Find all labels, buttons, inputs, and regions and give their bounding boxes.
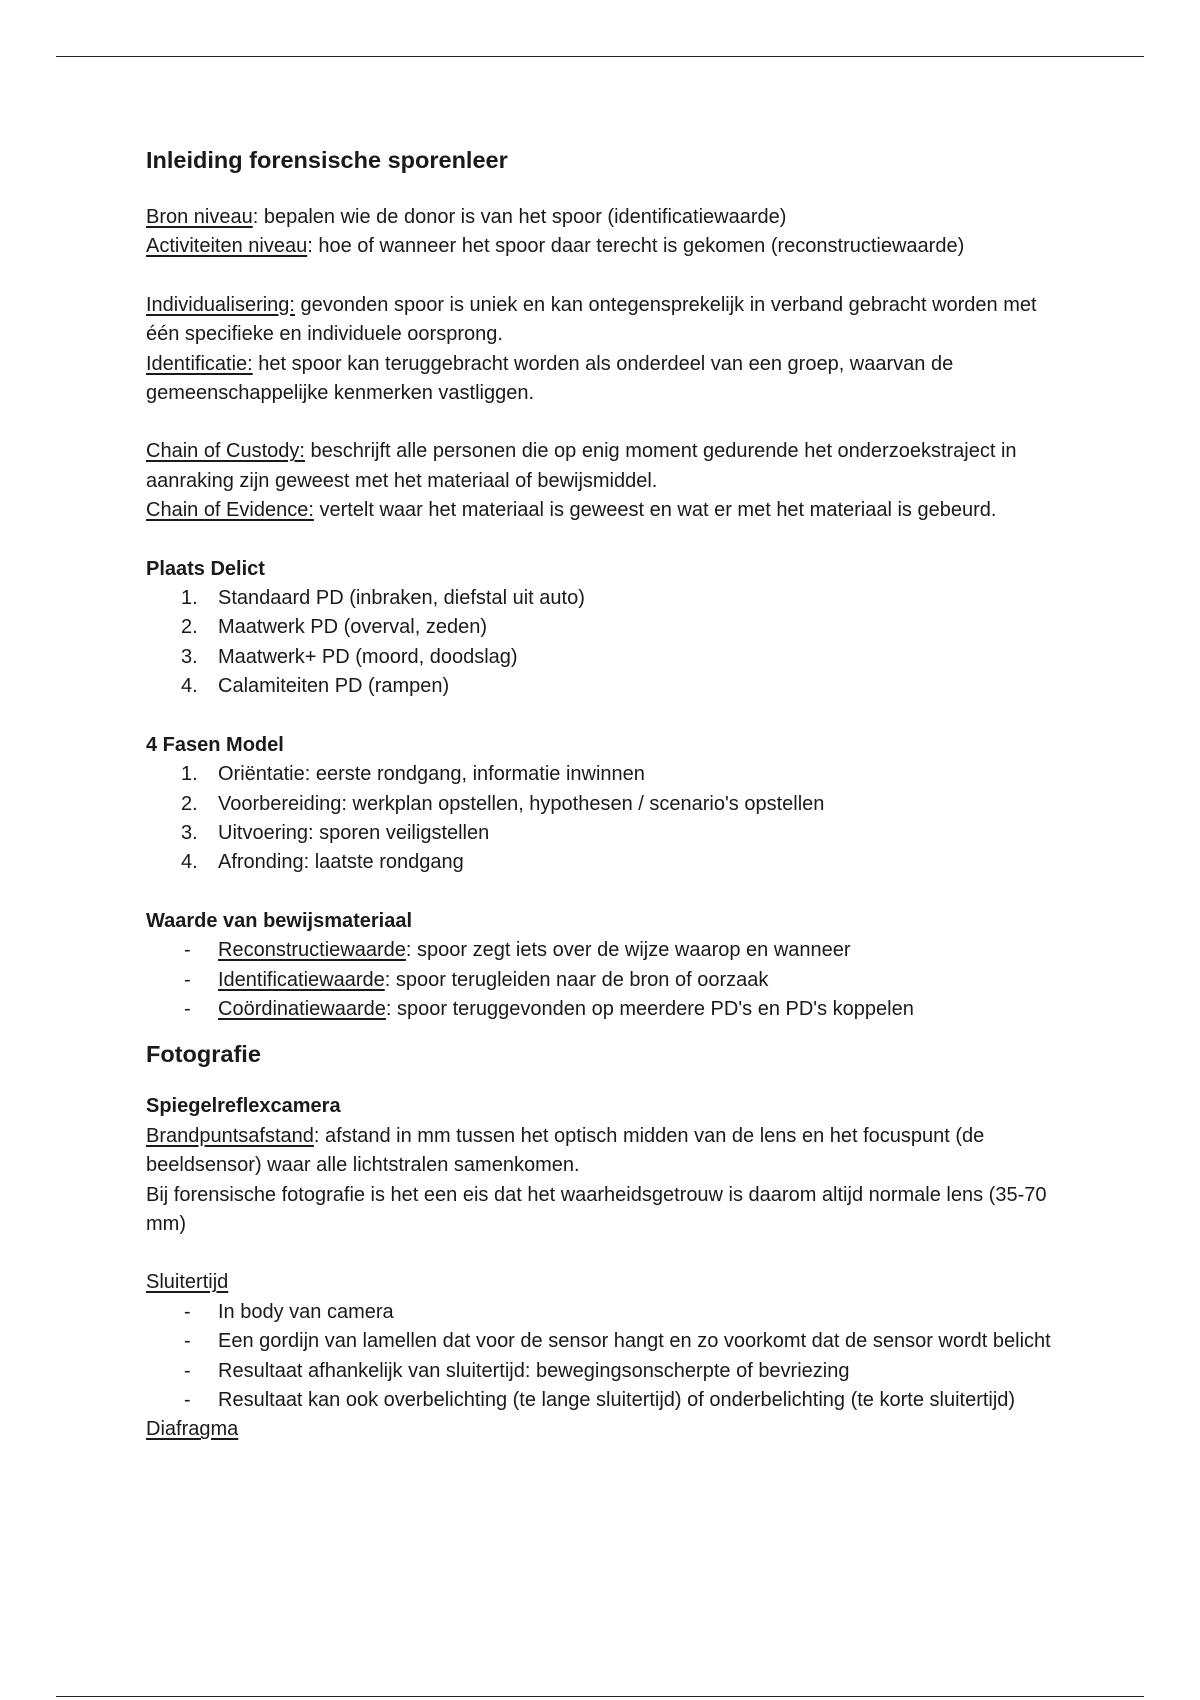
fasen-heading: 4 Fasen Model	[146, 733, 284, 756]
list-item	[146, 760, 1066, 789]
list-item	[146, 995, 1066, 1024]
brandpunt-text: : afstand in mm tussen het optisch midden van de lens en het focuspunt (de beeldsensor) waar alle lichtstralen samenkomen.	[146, 1124, 985, 1177]
list-dash: -	[184, 939, 191, 962]
list-dash: -	[184, 1359, 191, 1382]
list-item	[146, 584, 1066, 613]
concept-text: het spoor kan teruggebracht worden als onderdeel van een groep, waarvan de gemeenschappelijke kenmerken vastliggen.	[146, 352, 954, 405]
list-number: 4.	[181, 675, 198, 698]
chain-term: Chain of Custody:	[146, 440, 305, 463]
list-item-text: Oriëntatie: eerste rondgang, informatie inwinnen	[218, 763, 645, 786]
waarde-list	[146, 936, 1066, 1024]
concepts-block	[146, 291, 1066, 409]
list-item	[146, 1327, 1066, 1356]
spiegelreflex-heading: Spiegelreflexcamera	[146, 1095, 341, 1118]
list-item	[146, 966, 1066, 995]
list-dash: -	[184, 997, 191, 1020]
plaats-delict-list	[146, 584, 1066, 702]
level-activiteiten	[146, 232, 1066, 261]
sluitertijd-heading: Sluitertijd	[146, 1271, 229, 1294]
list-item	[146, 1386, 1066, 1415]
concept-individualisering	[146, 291, 1066, 350]
list-item	[146, 1357, 1066, 1386]
list-dash: -	[184, 968, 191, 991]
waarde-term: Reconstructiewaarde	[218, 939, 406, 962]
fotografie-section	[146, 1038, 1066, 1444]
chain-text: vertelt waar het materiaal is geweest en wat er met het materiaal is gebeurd.	[313, 499, 997, 522]
list-item	[146, 790, 1066, 819]
list-item-text: Resultaat afhankelijk van sluitertijd: bewegingsonscherpte of bevriezing	[218, 1359, 850, 1382]
list-dash: -	[184, 1389, 191, 1411]
level-text: : hoe of wanneer het spoor daar terecht is gekomen (reconstructiewaarde)	[307, 235, 965, 258]
bottom-rule	[56, 1696, 1144, 1697]
list-number: 4.	[181, 851, 198, 874]
list-item-text: : spoor zegt iets over de wijze waarop en wanneer	[405, 939, 851, 962]
list-item-text: Maatwerk PD (overval, zeden)	[218, 616, 487, 639]
list-item-text: Een gordijn van lamellen dat voor de sensor hangt en zo voorkomt dat de sensor wordt belicht	[218, 1330, 1051, 1353]
concept-term: Identificatie:	[146, 352, 253, 375]
list-item-text: : spoor teruggevonden op meerdere PD's en PD's koppelen	[385, 997, 914, 1020]
list-number: 2.	[181, 792, 198, 815]
list-item	[146, 613, 1066, 642]
brandpunt-paragraph	[146, 1122, 1066, 1181]
document-body	[146, 144, 1066, 1445]
fasen-list	[146, 760, 1066, 878]
list-dash: -	[184, 1300, 191, 1323]
list-number: 3.	[181, 821, 198, 844]
list-item-text: Calamiteiten PD (rampen)	[218, 675, 450, 698]
level-term: Activiteiten niveau	[146, 235, 308, 258]
list-item	[146, 1298, 1066, 1327]
waarde-heading: Waarde van bewijsmateriaal	[146, 909, 413, 932]
list-item-text: : spoor terugleiden naar de bron of oorzaak	[384, 968, 769, 991]
level-term: Bron niveau	[146, 206, 253, 228]
waarde-section	[146, 907, 1066, 1025]
level-text: : bepalen wie de donor is van het spoor (identificatiewaarde)	[252, 206, 787, 228]
list-item-text: In body van camera	[218, 1300, 394, 1323]
waarde-term: Identificatiewaarde	[218, 968, 385, 991]
concept-term: Individualisering:	[146, 293, 295, 316]
list-item	[146, 936, 1066, 965]
diafragma-heading: Diafragma	[146, 1418, 239, 1441]
chains-block	[146, 437, 1066, 525]
list-item-text: Afronding: laatste rondgang	[218, 851, 464, 874]
fasen-section	[146, 731, 1066, 878]
list-item-text: Maatwerk+ PD (moord, doodslag)	[218, 645, 518, 668]
chain-custody	[146, 437, 1066, 496]
list-item	[146, 848, 1066, 877]
list-number: 3.	[181, 645, 198, 668]
list-item-text: Uitvoering: sporen veiligstellen	[218, 821, 490, 844]
levels-block	[146, 203, 1066, 262]
document-title: Inleiding forensische sporenleer	[146, 147, 508, 173]
fotografie-heading: Fotografie	[146, 1041, 261, 1068]
concept-identificatie	[146, 350, 1066, 409]
waarde-term: Coördinatiewaarde	[218, 997, 386, 1020]
list-item-text: Voorbereiding: werkplan opstellen, hypothesen / scenario's opstellen	[218, 792, 825, 815]
level-bron	[146, 203, 1066, 232]
concept-text: gevonden spoor is uniek en kan ontegensprekelijk in verband gebracht worden met één specifieke en individuele oorsprong.	[146, 293, 1037, 346]
forensisch-paragraph: Bij forensische fotografie is het een eis dat het waarheidsgetrouw is daarom altijd normale lens (35-70 mm)	[146, 1183, 1047, 1235]
list-item	[146, 819, 1066, 848]
list-item-text: Standaard PD (inbraken, diefstal uit auto)	[218, 587, 585, 610]
chain-term: Chain of Evidence:	[146, 499, 314, 522]
chain-evidence	[146, 496, 1066, 525]
plaats-delict-heading: Plaats Delict	[146, 557, 265, 580]
brandpunt-term: Brandpuntsafstand	[146, 1124, 314, 1147]
list-number: 1.	[181, 587, 198, 610]
list-number: 2.	[181, 616, 198, 639]
chain-text: beschrijft alle personen die op enig moment gedurende het onderzoekstraject in aanraking zijn geweest met het materiaal of bewijsmiddel.	[146, 440, 1017, 492]
list-item	[146, 672, 1066, 701]
list-number: 1.	[181, 763, 198, 786]
sluitertijd-list	[146, 1298, 1066, 1416]
list-dash: -	[184, 1330, 191, 1353]
top-rule	[56, 56, 1144, 57]
plaats-delict-section	[146, 555, 1066, 702]
list-item-text: Resultaat kan ook overbelichting (te lange sluitertijd) of onderbelichting (te korte sluitertijd)	[218, 1389, 1016, 1411]
list-item	[146, 643, 1066, 672]
